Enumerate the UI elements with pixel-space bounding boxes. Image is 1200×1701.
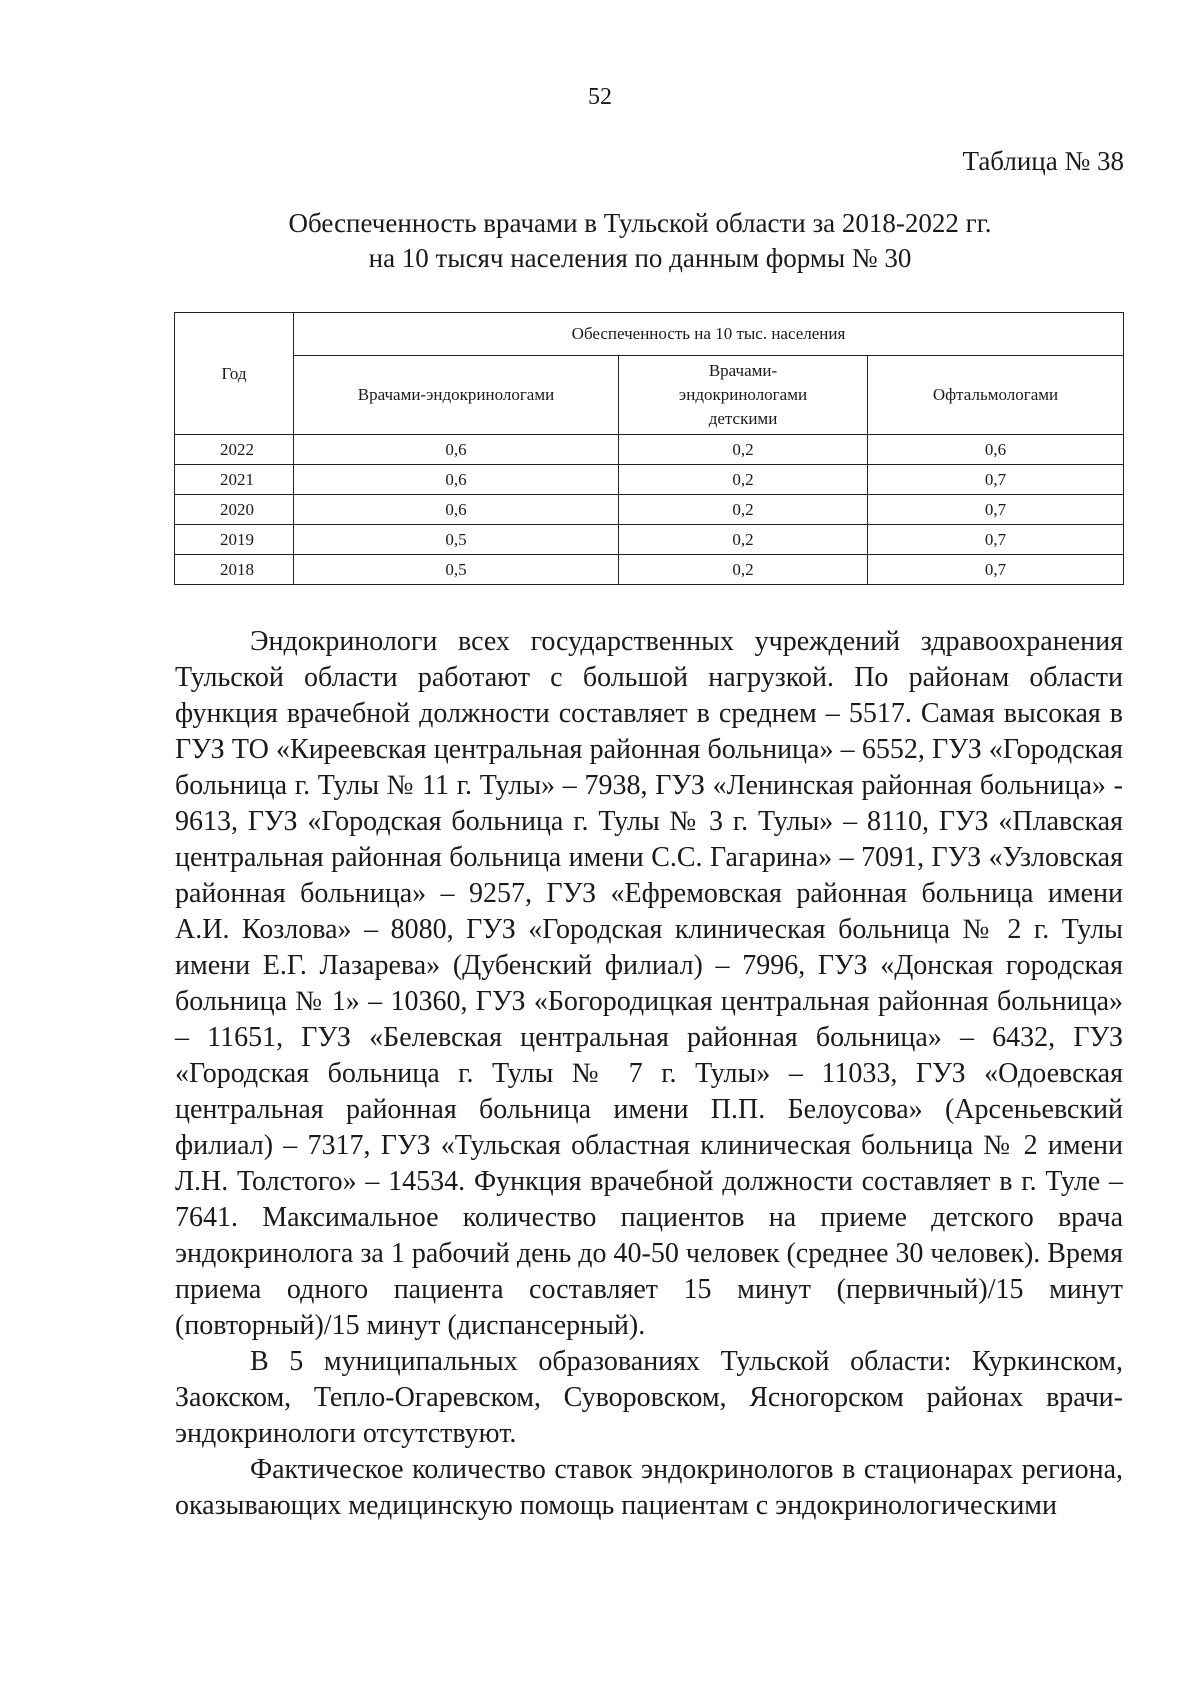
cell-endo: 0,5 (294, 525, 619, 555)
table-row (175, 555, 1124, 585)
cell-ophth: 0,7 (868, 495, 1124, 525)
cell-child: 0,2 (619, 555, 868, 585)
header-child-endocrinologists (619, 356, 868, 435)
paragraph-absent-districts: В 5 муниципальных образованиях Тульской области: Куркинском, Заокском, Тепло-Огаревском, Суворовском, Ясногорском районах врачи-эндокринологи отсутствуют. (175, 1346, 1123, 1449)
cell-ophth: 0,6 (868, 435, 1124, 465)
paragraph-workload: Эндокринологи всех государственных учреждений здравоохранения Тульской области работают с большой нагрузкой. По районам области функция врачебной должности составляет в среднем – 5517. Самая высокая в ГУЗ ТО «Киреевская центральная районная больница» – 6552, ГУЗ «Городская больница г. Тулы № 11 г. Тулы» – 7938, ГУЗ «Ленинская районная больница» - 9613, ГУЗ «Городская больница г. Тулы № 3 г. Тулы» – 8110, ГУЗ «Плавская центральная районная больница имени С.С. Гагарина» – 7091, ГУЗ «Узловская районная больница» – 9257, ГУЗ «Ефремовская районная больница имени А.И. Козлова» – 8080, ГУЗ «Городская клиническая больница № 2 г. Тулы имени Е.Г. Лазарева» (Дубенский филиал) – 7996, ГУЗ «Донская городская больница № 1» – 10360, ГУЗ «Богородицкая центральная районная больница» – 11651, ГУЗ «Белевская центральная районная больница» – 6432, ГУЗ «Городская больница г. Тулы № 7 г. Тулы» – 11033, ГУЗ «Одоевская центральная районная больница имени П.П. Белоусова» (Арсеньевский филиал) – 7317, ГУЗ «Тульская областная клиническая больница № 2 имени Л.Н. Толстого» – 14534. Функция врачебной должности составляет в г. Туле – 7641. Максимальное количество пациентов на приеме детского врача эндокринолога за 1 рабочий день до 40-50 человек (среднее 30 человек). Время приема одного пациента составляет 15 минут (первичный)/15 минут (повторный)/15 минут (диспансерный). (175, 626, 1123, 1341)
cell-endo: 0,6 (294, 495, 619, 525)
cell-child: 0,2 (619, 435, 868, 465)
cell-child: 0,2 (619, 525, 868, 555)
header-child-line-3: детскими (708, 409, 778, 428)
paragraph-hospital-rates: Фактическое количество ставок эндокринологов в стационарах региона, оказывающих медицинскую помощь пациентам с эндокринологическими (175, 1454, 1123, 1521)
cell-year: 2018 (175, 555, 294, 585)
table-subheader-row (175, 356, 1124, 435)
header-ophthalmologists: Офтальмологами (868, 356, 1124, 435)
cell-ophth: 0,7 (868, 465, 1124, 495)
cell-child: 0,2 (619, 495, 868, 525)
body-text (175, 624, 1123, 1524)
table-row (175, 435, 1124, 465)
table-row (175, 465, 1124, 495)
table-title-line-2: на 10 тысяч населения по данным формы № 30 (368, 243, 912, 273)
cell-endo: 0,6 (294, 435, 619, 465)
cell-year: 2020 (175, 495, 294, 525)
header-group: Обеспеченность на 10 тыс. населения (294, 313, 1124, 356)
page-number: 52 (588, 84, 612, 110)
cell-year: 2021 (175, 465, 294, 495)
cell-child: 0,2 (619, 465, 868, 495)
cell-ophth: 0,7 (868, 525, 1124, 555)
cell-year: 2019 (175, 525, 294, 555)
header-year: Год (175, 313, 294, 435)
cell-endo: 0,6 (294, 465, 619, 495)
table-number: Таблица № 38 (962, 146, 1124, 176)
table-row (175, 525, 1124, 555)
cell-ophth: 0,7 (868, 555, 1124, 585)
table-header-row (175, 313, 1124, 356)
table-title-line-1: Обеспеченность врачами в Тульской области за 2018-2022 гг. (288, 208, 992, 238)
table-row (175, 495, 1124, 525)
header-child-line-1: Врачами- (708, 361, 778, 380)
cell-year: 2022 (175, 435, 294, 465)
cell-endo: 0,5 (294, 555, 619, 585)
header-child-line-2: эндокринологами (678, 385, 808, 404)
header-endocrinologists: Врачами-эндокринологами (294, 356, 619, 435)
doctors-supply-table (174, 312, 1124, 585)
table-title (160, 206, 1120, 276)
